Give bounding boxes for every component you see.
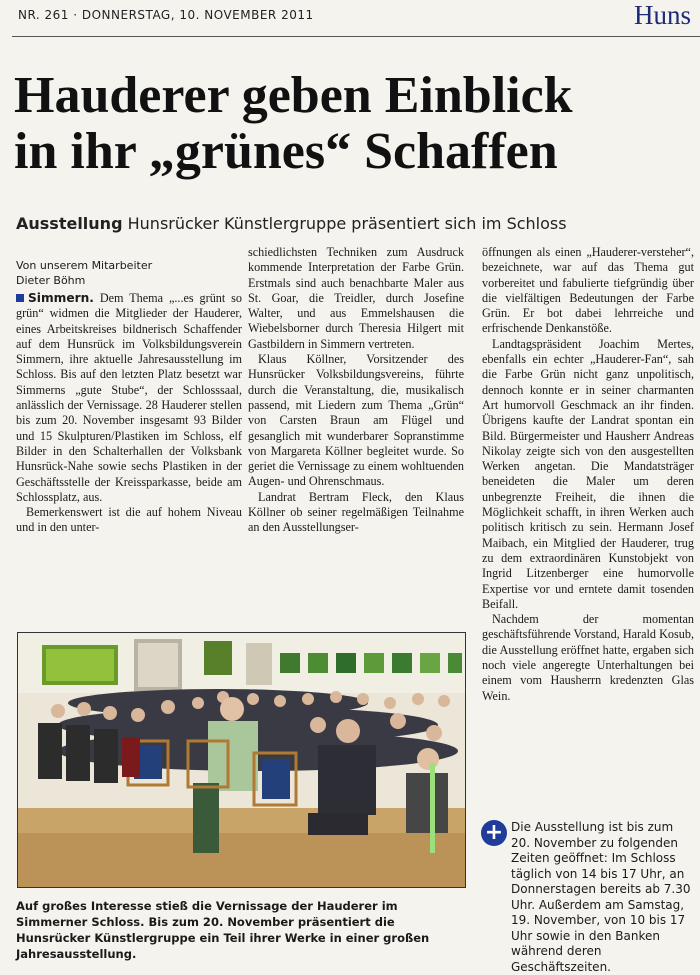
paragraph: Landrat Bertram Fleck, den Klaus Köllner ob seiner regelmäßigen Teilnahme an den Ausstellungser- bbox=[248, 489, 464, 535]
event-photo bbox=[17, 632, 466, 888]
subheadline bbox=[16, 214, 567, 233]
byline-role: Von unserem Mitarbeiter bbox=[16, 259, 153, 272]
plus-circle-icon: + bbox=[481, 820, 507, 846]
paragraph: Bemerkenswert ist die auf hohem Niveau und in den unter- bbox=[16, 505, 242, 535]
dateline: Simmern. bbox=[28, 291, 94, 305]
article-column-2 bbox=[248, 245, 464, 536]
dateline-square-icon bbox=[16, 294, 24, 302]
headline-line-2: in ihr „grünes“ Schaffen bbox=[14, 123, 558, 180]
subheadline-text: Hunsrücker Künstlergruppe präsentiert sich im Schloss bbox=[127, 214, 567, 233]
byline-author: Dieter Böhm bbox=[16, 274, 86, 287]
byline bbox=[16, 258, 152, 288]
info-box bbox=[481, 820, 696, 975]
info-box-text: Die Ausstellung ist bis zum 20. November zu folgenden Zeiten geöffnet: Im Schloss täglich von 14 bis 17 Uhr, an Donnerstagen bereits ab 7.30 Uhr. Außerdem am Samstag, 19. November, von 10 bis 17 Uhr sowie in den Banken während deren Geschäftszeiten. bbox=[511, 820, 691, 974]
issue-line: NR. 261 · DONNERSTAG, 10. NOVEMBER 2011 bbox=[18, 8, 314, 22]
masthead: Huns bbox=[634, 0, 692, 30]
paragraph-text: Dem Thema „...es grünt so grün“ widmen die Mitglieder der Hauderer, eines Arbeitskreises bildnerisch Schaffender auf dem Hunsrück im Volksbildungsverein Simmern, ihre aktuelle Jahresausstellung im Schloss. Bis auf den letzten Platz besetzt war Simmerns „gute Stube“, der Schlosssaal, anlässlich der Vernissage. 28 Hauderer stellen bis zum 20. November insgesamt 93 Bilder und 15 Skulpturen/Plastiken im Schloss, elf Bilder in den Schalterhallen der Volksbank Hunsrück-Nahe sowie sechs Plastiken in der Geschäftsstelle der Kreissparkasse, beide am Schlossplatz, aus. bbox=[16, 291, 243, 504]
paragraph: öffnungen als einen „Hauderer-versteher“, bezeichnete, war auf das Thema gut vorbereitet und fabulierte tiefgründig über die vielfältigen Bedeutungen der Farbe Grün. Er bot dabei lehrreiche und erfrischende Denkanstöße. bbox=[482, 245, 694, 336]
article-column-3 bbox=[482, 245, 694, 704]
paragraph: Klaus Köllner, Vorsitzender des Hunsrücker Volksbildungsvereins, führte durch die Veranstaltung, die, musikalisch passend, mit Liedern zum Thema „Grün“ von Carsten Braun am Flügel und gesanglich mit wunderbarer Sopranstimme von Margareta Köllner begleitet wurde. So geriet die Vernissage zu einem wohltuenden Augen- und Ohrenschmaus. bbox=[248, 352, 464, 489]
photo-caption: Auf großes Interesse stieß die Vernissage der Hauderer im Simmerner Schloss. Bis zum 20. November präsentiert die Hunsrücker Künstlergruppe ein Teil ihrer Werke in einer großen Jahresausstellung. bbox=[16, 899, 430, 961]
header-rule bbox=[12, 36, 700, 37]
paragraph: Nachdem der momentan geschäftsführende Vorstand, Harald Kosub, die Ausstellung eröffnet hatte, ergaben sich noch viele angeregte Unterhaltungen bei einem vom Hausherrn kredenzten Glas Wein. bbox=[482, 612, 694, 703]
article-column-1 bbox=[16, 291, 242, 536]
paragraph bbox=[16, 291, 242, 505]
subheadline-label: Ausstellung bbox=[16, 214, 123, 233]
headline bbox=[14, 68, 694, 180]
headline-line-1: Hauderer geben Einblick bbox=[14, 67, 573, 124]
event-photo-illustration bbox=[18, 633, 465, 887]
paragraph: schiedlichsten Techniken zum Ausdruck kommende Interpretation der Farbe Grün. Erstmals sind auch benachbarte Maler aus St. Goar, die Treidler, durch Josefine Walter, und aus Emmelshausen die Wiebelsborner durch Theresia Hilgert mit Gastbildern in Simmern vertreten. bbox=[248, 245, 464, 351]
paragraph: Landtagspräsident Joachim Mertes, ebenfalls ein echter „Hauderer-Fan“, sah die Farbe Grün nicht ganz unpolitisch, dennoch konnte er in seiner charmanten Art humorvoll Geschmack an ihr finden. Übrigens kaufte der Landrat spontan ein Bild. Bürgermeister und Hausherr Andreas Nikolay zeigte sich von den ausgestellten Werken angetan. Die Mandatsträger beneideten die Maler um deren unbegrenzte Freiheit, die ihnen die Möglichkeit schafft, in ihren Werken auch politisch kritisch zu sein. Hermann Josef Maibach, ein Mitglied der Hauderer, trug zu dem extraordinären Kunstobjekt von Ingrid Litzenberger eine humorvolle Expertise vor und erntete damit tosenden Beifall. bbox=[482, 336, 694, 611]
